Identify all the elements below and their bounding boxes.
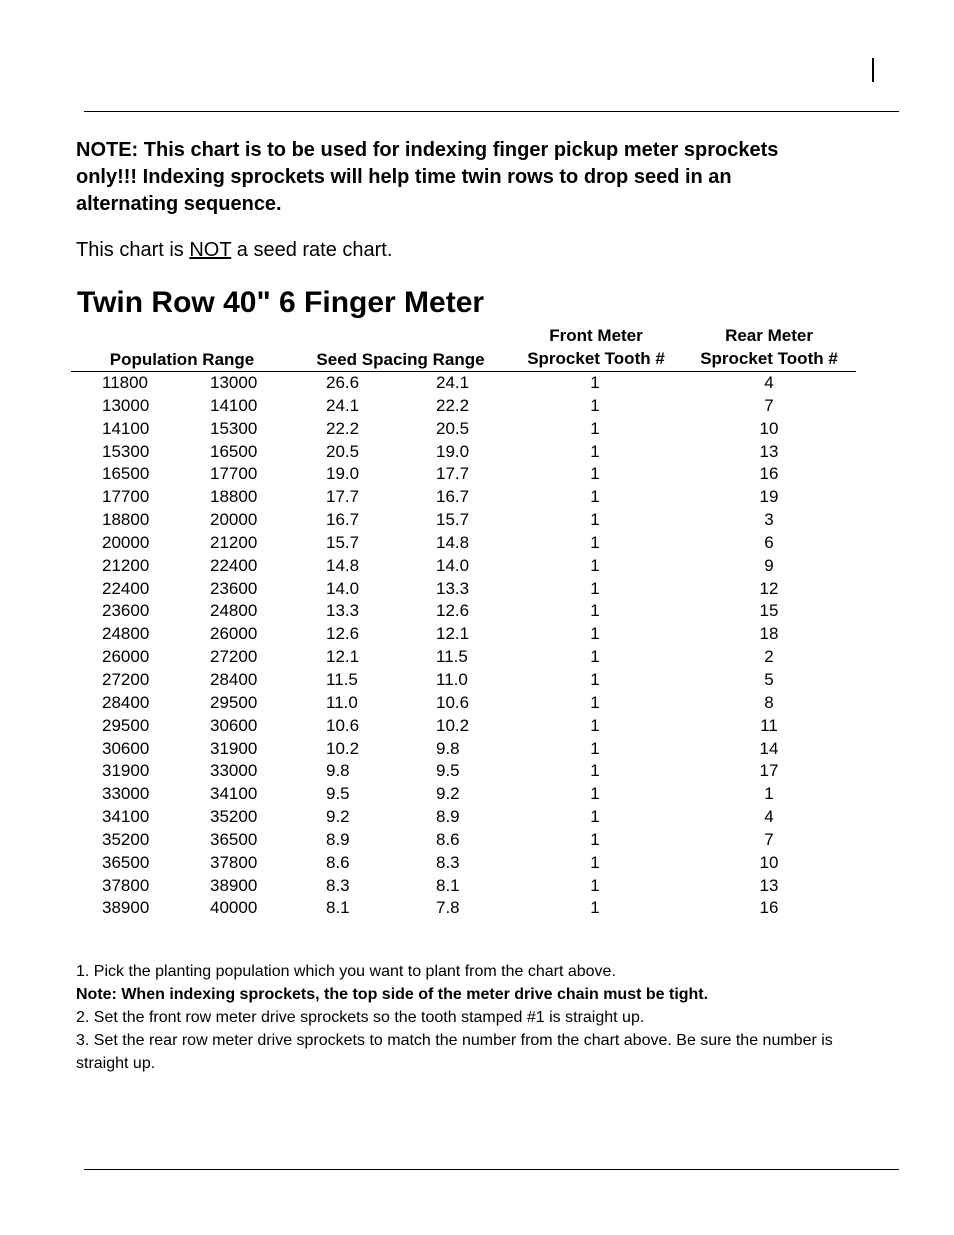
seed-spacing-low: 8.3 xyxy=(436,852,460,872)
front-sprocket-tooth: 1 xyxy=(590,807,600,827)
front-sprocket-tooth: 1 xyxy=(590,532,600,552)
rear-sprocket-tooth: 4 xyxy=(764,373,774,392)
seed-spacing-high: 8.1 xyxy=(326,898,350,918)
population-low: 36500 xyxy=(102,852,150,872)
seed-spacing-low: 7.8 xyxy=(436,898,460,918)
rear-sprocket-tooth: 9 xyxy=(764,555,774,575)
front-sprocket-tooth: 1 xyxy=(590,578,600,598)
population-high: 27200 xyxy=(210,647,258,667)
table-row xyxy=(0,760,954,783)
seed-spacing-high: 19.0 xyxy=(326,464,360,484)
table-row xyxy=(0,806,954,829)
rear-sprocket-tooth: 3 xyxy=(764,510,774,530)
footer-rule-line xyxy=(84,1169,899,1170)
rear-sprocket-tooth: 17 xyxy=(759,761,779,781)
seed-spacing-high: 24.1 xyxy=(326,395,360,415)
seed-spacing-high: 8.6 xyxy=(326,852,350,872)
table-row xyxy=(0,875,954,898)
table-row xyxy=(0,715,954,738)
seed-spacing-high: 8.3 xyxy=(326,875,350,895)
table-row xyxy=(0,897,954,920)
header-rear-line1: Rear Meter xyxy=(725,326,813,345)
population-high: 16500 xyxy=(210,441,258,461)
population-low: 14100 xyxy=(102,418,150,438)
front-sprocket-tooth: 1 xyxy=(590,373,600,392)
seed-spacing-high: 16.7 xyxy=(326,510,360,530)
population-high: 26000 xyxy=(210,624,258,644)
front-sprocket-tooth: 1 xyxy=(590,601,600,621)
seed-spacing-high: 17.7 xyxy=(326,487,360,507)
seed-spacing-high: 14.0 xyxy=(326,578,360,598)
sprocket-table-body xyxy=(0,372,954,920)
population-high: 22400 xyxy=(210,555,258,575)
table-row xyxy=(0,463,954,486)
population-low: 17700 xyxy=(102,487,150,507)
seed-spacing-low: 8.1 xyxy=(436,875,460,895)
page-edge-marker xyxy=(872,58,874,82)
population-low: 22400 xyxy=(102,578,150,598)
seed-spacing-high: 22.2 xyxy=(326,418,360,438)
population-low: 13000 xyxy=(102,395,150,415)
seed-spacing-low: 9.2 xyxy=(436,784,460,804)
seed-spacing-low: 17.7 xyxy=(436,464,470,484)
seed-spacing-low: 15.7 xyxy=(436,510,470,530)
population-low: 16500 xyxy=(102,464,150,484)
seed-spacing-high: 13.3 xyxy=(326,601,360,621)
seed-spacing-low: 24.1 xyxy=(436,373,470,392)
front-sprocket-tooth: 1 xyxy=(590,647,600,667)
table-row xyxy=(0,441,954,464)
seed-spacing-high: 8.9 xyxy=(326,829,350,849)
population-low: 37800 xyxy=(102,875,150,895)
table-row xyxy=(0,692,954,715)
front-sprocket-tooth: 1 xyxy=(590,715,600,735)
rear-sprocket-tooth: 18 xyxy=(759,624,779,644)
rate-notice-before: This chart is xyxy=(76,239,190,261)
population-high: 31900 xyxy=(210,738,258,758)
population-high: 20000 xyxy=(210,510,258,530)
header-rule-line xyxy=(84,111,899,112)
population-high: 23600 xyxy=(210,578,258,598)
population-low: 34100 xyxy=(102,807,150,827)
rear-sprocket-tooth: 13 xyxy=(759,875,779,895)
front-sprocket-tooth: 1 xyxy=(590,829,600,849)
rear-sprocket-tooth: 19 xyxy=(759,487,779,507)
header-rear-meter xyxy=(688,324,850,370)
seed-spacing-low: 8.9 xyxy=(436,807,460,827)
population-high: 15300 xyxy=(210,418,258,438)
table-row xyxy=(0,738,954,761)
seed-spacing-high: 10.2 xyxy=(326,738,360,758)
chart-title: Twin Row 40" 6 Finger Meter xyxy=(77,286,485,319)
indexing-note: NOTE: This chart is to be used for indexing finger pickup meter sprockets only!!! Indexing sprockets will help time twin rows to drop seed in an alternating sequence. xyxy=(76,139,779,215)
table-row xyxy=(0,623,954,646)
rear-sprocket-tooth: 7 xyxy=(764,829,774,849)
seed-spacing-high: 26.6 xyxy=(326,373,360,392)
table-row xyxy=(0,555,954,578)
population-high: 13000 xyxy=(210,373,258,392)
seed-spacing-low: 9.5 xyxy=(436,761,460,781)
rear-sprocket-tooth: 16 xyxy=(759,464,779,484)
seed-spacing-high: 12.6 xyxy=(326,624,360,644)
rear-sprocket-tooth: 4 xyxy=(764,807,774,827)
front-sprocket-tooth: 1 xyxy=(590,395,600,415)
rear-sprocket-tooth: 6 xyxy=(764,532,774,552)
population-high: 36500 xyxy=(210,829,258,849)
front-sprocket-tooth: 1 xyxy=(590,418,600,438)
population-low: 18800 xyxy=(102,510,150,530)
population-low: 30600 xyxy=(102,738,150,758)
seed-spacing-low: 11.0 xyxy=(436,669,468,689)
population-high: 34100 xyxy=(210,784,258,804)
front-sprocket-tooth: 1 xyxy=(590,510,600,530)
population-low: 27200 xyxy=(102,669,150,689)
population-low: 21200 xyxy=(102,555,150,575)
seed-spacing-high: 10.6 xyxy=(326,715,360,735)
population-low: 33000 xyxy=(102,784,150,804)
front-sprocket-tooth: 1 xyxy=(590,624,600,644)
seed-spacing-high: 11.5 xyxy=(326,669,358,689)
rear-sprocket-tooth: 10 xyxy=(759,418,779,438)
table-row xyxy=(0,852,954,875)
rear-sprocket-tooth: 1 xyxy=(764,784,774,804)
rear-sprocket-tooth: 14 xyxy=(759,738,779,758)
instruction-step-1: 1. Pick the planting population which you want to plant from the chart above. xyxy=(76,963,616,980)
population-low: 31900 xyxy=(102,761,150,781)
instruction-step-2: 2. Set the front row meter drive sprockets so the tooth stamped #1 is straight up. xyxy=(76,1009,645,1026)
population-high: 28400 xyxy=(210,669,258,689)
instruction-step-3: 3. Set the rear row meter drive sprockets to match the number from the chart above. Be sure the number is straight up. xyxy=(76,1032,833,1072)
population-low: 38900 xyxy=(102,898,150,918)
population-high: 40000 xyxy=(210,898,258,918)
rear-sprocket-tooth: 12 xyxy=(759,578,779,598)
seed-spacing-low: 19.0 xyxy=(436,441,470,461)
seed-spacing-low: 16.7 xyxy=(436,487,470,507)
rate-notice-emphasis: NOT xyxy=(189,239,232,261)
table-row xyxy=(0,486,954,509)
rear-sprocket-tooth: 5 xyxy=(764,669,774,689)
population-low: 35200 xyxy=(102,829,150,849)
header-population-range: Population Range xyxy=(109,350,255,369)
header-front-meter xyxy=(515,324,677,370)
front-sprocket-tooth: 1 xyxy=(590,898,600,918)
seed-spacing-low: 12.1 xyxy=(436,624,470,644)
rate-chart-notice xyxy=(76,237,392,264)
front-sprocket-tooth: 1 xyxy=(590,487,600,507)
rear-sprocket-tooth: 15 xyxy=(759,601,779,621)
seed-spacing-low: 12.6 xyxy=(436,601,470,621)
table-row xyxy=(0,509,954,532)
seed-spacing-high: 14.8 xyxy=(326,555,360,575)
population-high: 38900 xyxy=(210,875,258,895)
population-low: 26000 xyxy=(102,647,150,667)
population-high: 37800 xyxy=(210,852,258,872)
table-row xyxy=(0,578,954,601)
instruction-note: Note: When indexing sprockets, the top side of the meter drive chain must be tight. xyxy=(76,986,709,1003)
population-low: 23600 xyxy=(102,601,150,621)
population-high: 18800 xyxy=(210,487,258,507)
seed-spacing-high: 20.5 xyxy=(326,441,360,461)
rear-sprocket-tooth: 13 xyxy=(759,441,779,461)
front-sprocket-tooth: 1 xyxy=(590,669,600,689)
rear-sprocket-tooth: 8 xyxy=(764,692,774,712)
front-sprocket-tooth: 1 xyxy=(590,875,600,895)
front-sprocket-tooth: 1 xyxy=(590,738,600,758)
instructions xyxy=(76,960,836,1075)
front-sprocket-tooth: 1 xyxy=(590,692,600,712)
rear-sprocket-tooth: 7 xyxy=(764,395,774,415)
population-low: 24800 xyxy=(102,624,150,644)
seed-spacing-low: 10.2 xyxy=(436,715,470,735)
table-row xyxy=(0,646,954,669)
table-row xyxy=(0,600,954,623)
seed-spacing-low: 11.5 xyxy=(436,647,468,667)
front-sprocket-tooth: 1 xyxy=(590,555,600,575)
header-seed-spacing-range: Seed Spacing Range xyxy=(316,350,485,369)
seed-spacing-low: 20.5 xyxy=(436,418,470,438)
population-high: 30600 xyxy=(210,715,258,735)
population-low: 29500 xyxy=(102,715,150,735)
population-low: 15300 xyxy=(102,441,150,461)
rate-notice-after: a seed rate chart. xyxy=(231,239,393,261)
population-high: 14100 xyxy=(210,395,258,415)
header-front-line1: Front Meter xyxy=(549,326,643,345)
seed-spacing-high: 11.0 xyxy=(326,692,358,712)
seed-spacing-high: 9.2 xyxy=(326,807,350,827)
seed-spacing-low: 8.6 xyxy=(436,829,460,849)
rear-sprocket-tooth: 11 xyxy=(760,715,778,735)
seed-spacing-low: 13.3 xyxy=(436,578,470,598)
front-sprocket-tooth: 1 xyxy=(590,761,600,781)
table-row xyxy=(0,532,954,555)
seed-spacing-low: 22.2 xyxy=(436,395,470,415)
seed-spacing-low: 14.0 xyxy=(436,555,470,575)
table-row xyxy=(0,418,954,441)
population-high: 17700 xyxy=(210,464,258,484)
seed-spacing-low: 14.8 xyxy=(436,532,470,552)
seed-spacing-low: 10.6 xyxy=(436,692,470,712)
population-high: 29500 xyxy=(210,692,258,712)
rear-sprocket-tooth: 10 xyxy=(759,852,779,872)
table-row xyxy=(0,395,954,418)
population-high: 33000 xyxy=(210,761,258,781)
population-low: 11800 xyxy=(102,373,149,392)
seed-spacing-high: 9.8 xyxy=(326,761,350,781)
population-low: 20000 xyxy=(102,532,150,552)
seed-spacing-low: 9.8 xyxy=(436,738,460,758)
rear-sprocket-tooth: 16 xyxy=(759,898,779,918)
seed-spacing-high: 9.5 xyxy=(326,784,350,804)
table-row xyxy=(0,829,954,852)
seed-spacing-high: 15.7 xyxy=(326,532,360,552)
population-high: 21200 xyxy=(210,532,258,552)
front-sprocket-tooth: 1 xyxy=(590,441,600,461)
population-high: 24800 xyxy=(210,601,258,621)
front-sprocket-tooth: 1 xyxy=(590,784,600,804)
table-row xyxy=(0,783,954,806)
header-front-line2: Sprocket Tooth # xyxy=(527,349,665,368)
rear-sprocket-tooth: 2 xyxy=(764,647,774,667)
population-low: 28400 xyxy=(102,692,150,712)
table-row xyxy=(0,372,954,395)
population-high: 35200 xyxy=(210,807,258,827)
front-sprocket-tooth: 1 xyxy=(590,852,600,872)
table-row xyxy=(0,669,954,692)
seed-spacing-high: 12.1 xyxy=(326,647,360,667)
header-rear-line2: Sprocket Tooth # xyxy=(700,349,838,368)
front-sprocket-tooth: 1 xyxy=(590,464,600,484)
